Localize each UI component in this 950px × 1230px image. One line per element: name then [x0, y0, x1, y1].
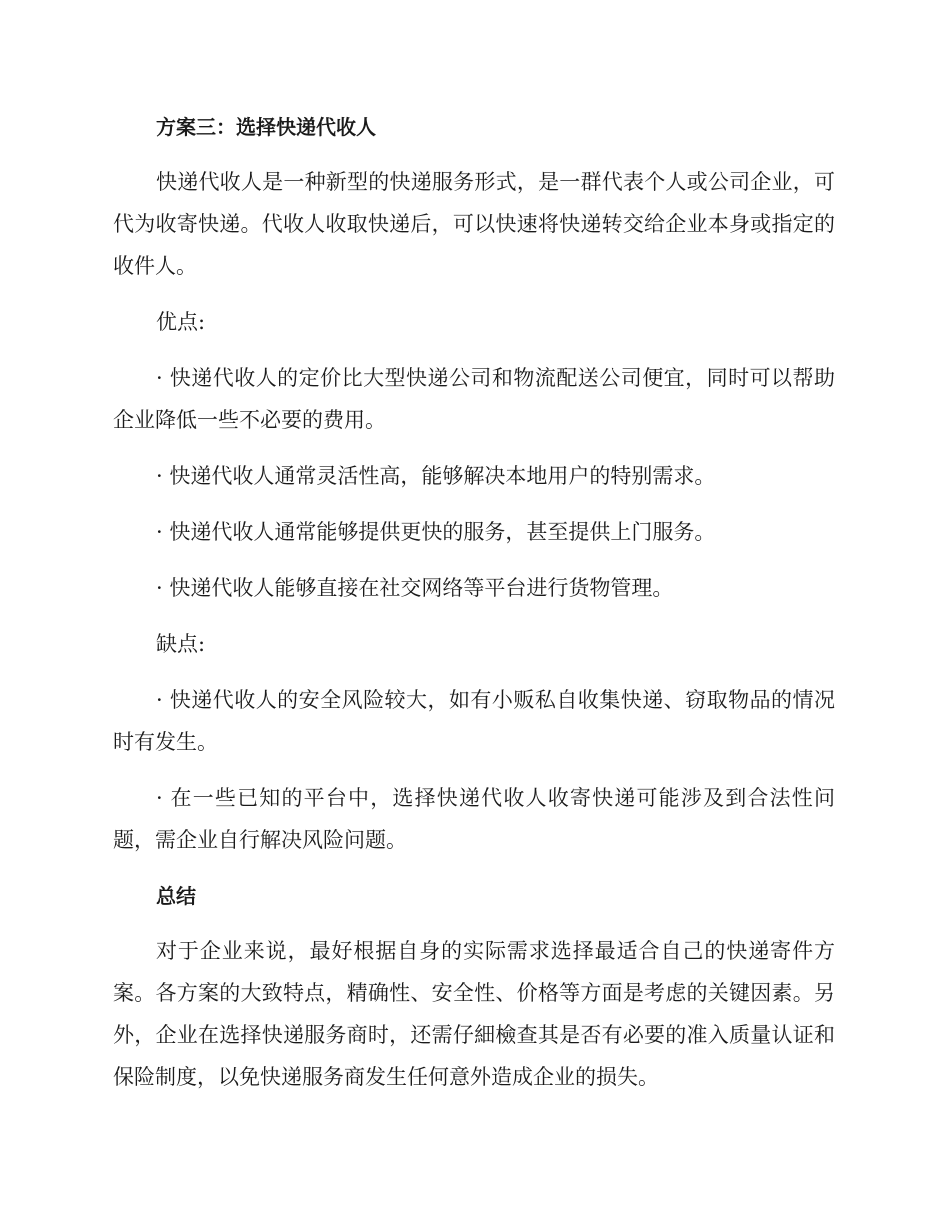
section-intro-paragraph: 快递代收人是一种新型的快递服务形式，是一群代表个人或公司企业，可代为收寄快递。代收人收取快递后，可以快速将快递转交给企业本身或指定的收件人。 [113, 170, 835, 278]
cons-item: · 在一些已知的平台中，选择快递代收人收寄快递可能涉及到合法性问题，需企业自行解决风险问题。 [113, 786, 835, 852]
summary-heading: 总结 [156, 884, 196, 908]
cons-item: · 快递代收人的安全风险较大，如有小贩私自收集快递、窃取物品的情况时有发生。 [113, 688, 835, 754]
pros-item: · 快递代收人通常灵活性高，能够解决本地用户的特别需求。 [156, 464, 716, 488]
pros-item: · 快递代收人能够直接在社交网络等平台进行货物管理。 [156, 576, 674, 600]
summary-paragraph: 对于企业来说，最好根据自身的实际需求选择最适合自己的快递寄件方案。各方案的大致特点，精确性、安全性、价格等方面是考虑的关键因素。另外，企业在选择快递服务商时，还需仔細檢查其是否有必要的准入质量认证和保险制度，以免快递服务商发生任何意外造成企业的损失。 [113, 939, 835, 1089]
pros-item: · 快递代收人的定价比大型快递公司和物流配送公司便宜，同时可以帮助企业降低一些不必要的费用。 [113, 366, 835, 432]
cons-label: 缺点: [156, 632, 206, 656]
pros-item: · 快递代收人通常能够提供更快的服务，甚至提供上门服务。 [156, 520, 716, 544]
section-heading-option-three: 方案三：选择快递代收人 [156, 115, 376, 139]
pros-label: 优点: [156, 310, 206, 334]
document-page [113, 106, 835, 1098]
